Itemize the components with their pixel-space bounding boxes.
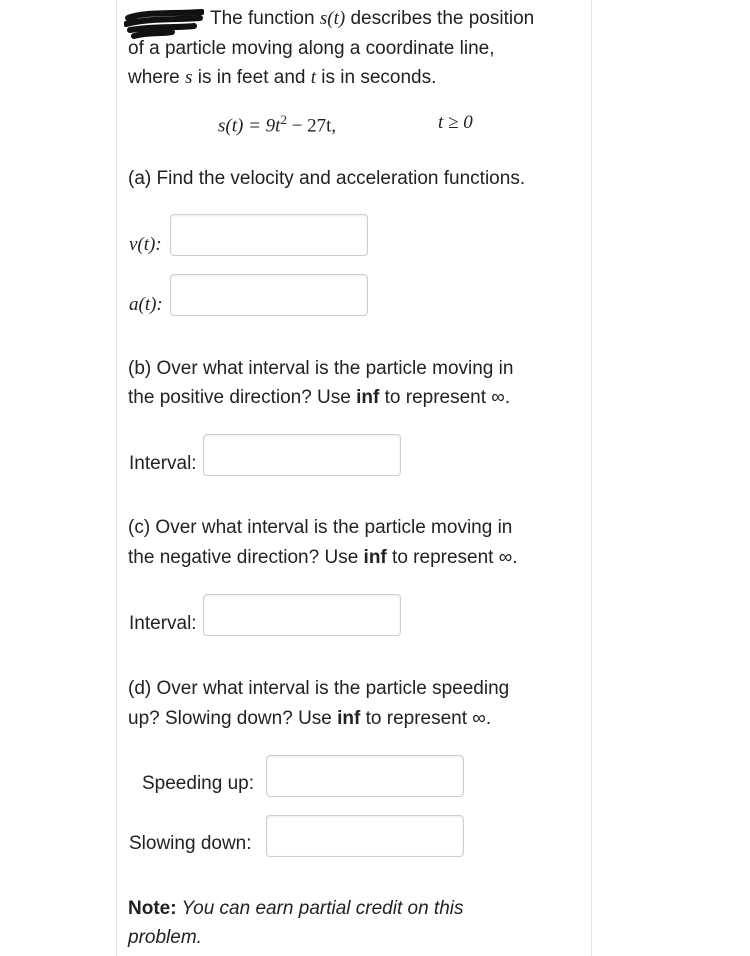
slowing-down-input[interactable] xyxy=(266,815,464,857)
position-equation: $s(t) = 9t^2 - 27t$, xyxy=(218,112,337,137)
speeding-up-label: Speeding up: xyxy=(142,773,254,794)
part-d-line-2: up? Slowing down? Use inf to represent ∞. xyxy=(128,708,492,729)
equation-domain: t ≥ 0 xyxy=(438,112,473,133)
velocity-label: v(t): xyxy=(129,234,162,255)
part-b-line-1: (b) Over what interval is the particle moving in xyxy=(128,358,514,379)
note-line-1: Note: You can earn partial credit on this xyxy=(128,898,464,919)
part-a-question: (a) Find the velocity and acceleration functions. xyxy=(128,168,526,189)
part-c-line-1: (c) Over what interval is the particle moving in xyxy=(128,517,513,538)
part-d-line-1: (d) Over what interval is the particle speeding xyxy=(128,678,510,699)
interval-negative-input[interactable] xyxy=(203,594,401,636)
interval-positive-label: Interval: xyxy=(129,453,197,474)
problem-frame xyxy=(116,0,592,956)
slowing-down-label: Slowing down: xyxy=(129,833,252,854)
intro-line-1: The function s(t) describes the position xyxy=(210,8,535,29)
acceleration-input[interactable] xyxy=(170,274,368,316)
interval-negative-label: Interval: xyxy=(129,613,197,634)
part-c-line-2: the negative direction? Use inf to represent ∞. xyxy=(128,547,518,568)
velocity-input[interactable] xyxy=(170,214,368,256)
note-line-2: problem. xyxy=(128,927,202,948)
part-b-line-2: the positive direction? Use inf to represent ∞. xyxy=(128,387,511,408)
interval-positive-input[interactable] xyxy=(203,434,401,476)
speeding-up-input[interactable] xyxy=(266,755,464,797)
intro-line-2: of a particle moving along a coordinate line, xyxy=(128,38,495,59)
intro-line-3: where s is in feet and t is in seconds. xyxy=(128,67,437,88)
acceleration-label: a(t): xyxy=(129,294,163,315)
